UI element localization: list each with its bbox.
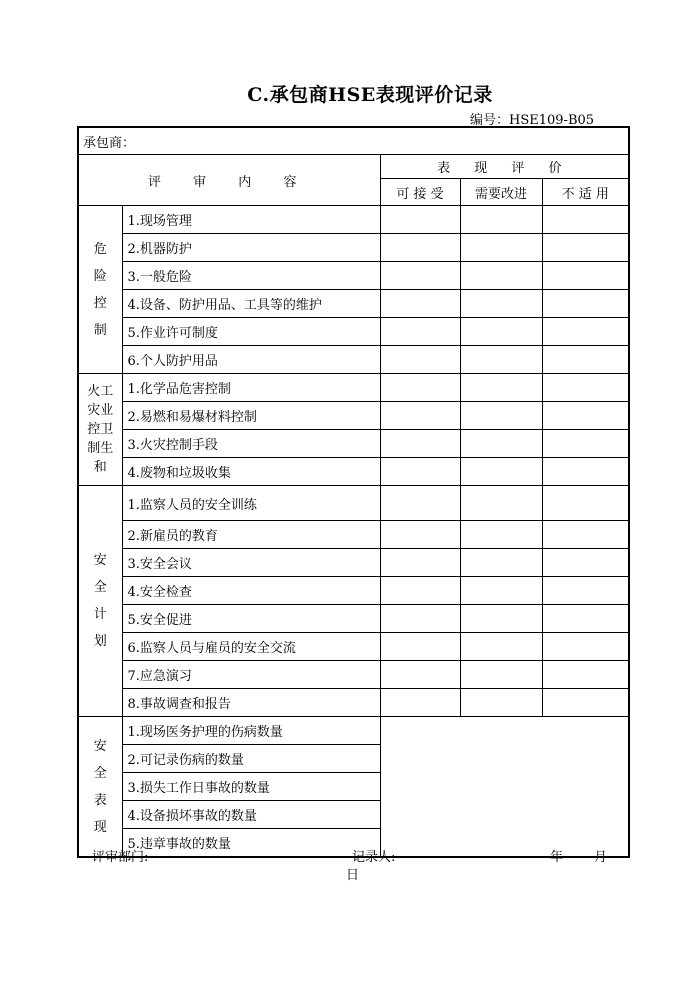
list-item: 2.可记录伤病的数量 (122, 745, 380, 773)
check-cell[interactable] (460, 689, 542, 717)
list-item: 8.事故调查和报告 (122, 689, 380, 717)
list-item: 5.安全促进 (122, 605, 380, 633)
check-cell[interactable] (380, 346, 460, 374)
check-cell[interactable] (380, 234, 460, 262)
check-cell[interactable] (542, 633, 629, 661)
list-item: 4.设备损坏事故的数量 (122, 801, 380, 829)
column-needs-improvement: 需要改进 (460, 179, 542, 206)
list-item: 4.安全检查 (122, 577, 380, 605)
review-dept-label: 评审部门: (92, 850, 149, 865)
check-cell[interactable] (542, 430, 629, 458)
check-cell[interactable] (542, 206, 629, 234)
check-cell[interactable] (542, 689, 629, 717)
check-cell[interactable] (460, 318, 542, 346)
list-item: 1.监察人员的安全训练 (122, 486, 380, 521)
list-item: 5.违章事故的数量 (122, 829, 380, 858)
list-item: 6.个人防护用品 (122, 346, 380, 374)
check-cell[interactable] (542, 234, 629, 262)
check-cell[interactable] (460, 402, 542, 430)
check-cell[interactable] (460, 458, 542, 486)
list-item: 6.监察人员与雇员的安全交流 (122, 633, 380, 661)
category-safety-performance: 安 全 表 现 (78, 717, 122, 858)
year-label: 年 (550, 850, 564, 865)
check-cell[interactable] (542, 661, 629, 689)
recorder-label: 记录人: (352, 850, 396, 865)
contractor-label: 承包商： (83, 135, 136, 151)
check-cell[interactable] (542, 486, 629, 521)
list-item: 1.现场医务护理的伤病数量 (122, 717, 380, 745)
check-cell[interactable] (380, 577, 460, 605)
column-acceptable: 可 接 受 (380, 179, 460, 206)
list-item: 3.损失工作日事故的数量 (122, 773, 380, 801)
check-cell[interactable] (380, 374, 460, 402)
form-code: 编号：HSE109-B05 (470, 113, 595, 128)
list-item: 2.新雇员的教育 (122, 521, 380, 549)
check-cell[interactable] (460, 234, 542, 262)
check-cell[interactable] (380, 290, 460, 318)
day-label: 日 (346, 868, 360, 883)
list-item: 2.机器防护 (122, 234, 380, 262)
check-cell[interactable] (542, 318, 629, 346)
check-cell[interactable] (542, 549, 629, 577)
check-cell[interactable] (380, 430, 460, 458)
check-cell[interactable] (542, 605, 629, 633)
check-cell[interactable] (542, 374, 629, 402)
check-cell[interactable] (380, 318, 460, 346)
check-cell[interactable] (380, 689, 460, 717)
check-cell[interactable] (380, 633, 460, 661)
page-title: C.承包商HSE表现评价记录 (247, 84, 493, 106)
blank-area[interactable] (380, 717, 629, 858)
check-cell[interactable] (542, 262, 629, 290)
list-item: 1.现场管理 (122, 206, 380, 234)
list-item: 1.化学品危害控制 (122, 374, 380, 402)
check-cell[interactable] (460, 290, 542, 318)
check-cell[interactable] (380, 549, 460, 577)
contractor-field[interactable] (78, 127, 629, 155)
check-cell[interactable] (542, 521, 629, 549)
check-cell[interactable] (380, 661, 460, 689)
list-item: 2.易燃和易爆材料控制 (122, 402, 380, 430)
check-cell[interactable] (380, 486, 460, 521)
review-content-header: 评 审 内 容 (78, 155, 380, 206)
check-cell[interactable] (460, 661, 542, 689)
check-cell[interactable] (460, 577, 542, 605)
check-cell[interactable] (380, 521, 460, 549)
evaluation-header: 表 现 评 价 (380, 155, 629, 179)
check-cell[interactable] (460, 633, 542, 661)
check-cell[interactable] (380, 605, 460, 633)
check-cell[interactable] (542, 402, 629, 430)
check-cell[interactable] (460, 430, 542, 458)
category-safety-plan: 安 全 计 划 (78, 486, 122, 717)
check-cell[interactable] (460, 206, 542, 234)
month-label: 月 (594, 850, 608, 865)
check-cell[interactable] (380, 262, 460, 290)
list-item: 4.废物和垃圾收集 (122, 458, 380, 486)
check-cell[interactable] (380, 458, 460, 486)
check-cell[interactable] (460, 262, 542, 290)
column-not-applicable: 不 适 用 (542, 179, 629, 206)
list-item: 3.一般危险 (122, 262, 380, 290)
check-cell[interactable] (380, 206, 460, 234)
check-cell[interactable] (380, 402, 460, 430)
check-cell[interactable] (460, 605, 542, 633)
list-item: 3.安全会议 (122, 549, 380, 577)
check-cell[interactable] (542, 458, 629, 486)
check-cell[interactable] (460, 374, 542, 402)
list-item: 5.作业许可制度 (122, 318, 380, 346)
list-item: 4.设备、防护用品、工具等的维护 (122, 290, 380, 318)
check-cell[interactable] (460, 486, 542, 521)
list-item: 7.应急演习 (122, 661, 380, 689)
check-cell[interactable] (460, 549, 542, 577)
category-hazard-control: 危 险 控 制 (78, 206, 122, 374)
evaluation-table (77, 126, 630, 858)
check-cell[interactable] (542, 577, 629, 605)
category-fire-hygiene: 火工 灾业 控卫 制生 和 (78, 374, 122, 486)
check-cell[interactable] (460, 521, 542, 549)
list-item: 3.火灾控制手段 (122, 430, 380, 458)
check-cell[interactable] (460, 346, 542, 374)
check-cell[interactable] (542, 346, 629, 374)
check-cell[interactable] (542, 290, 629, 318)
